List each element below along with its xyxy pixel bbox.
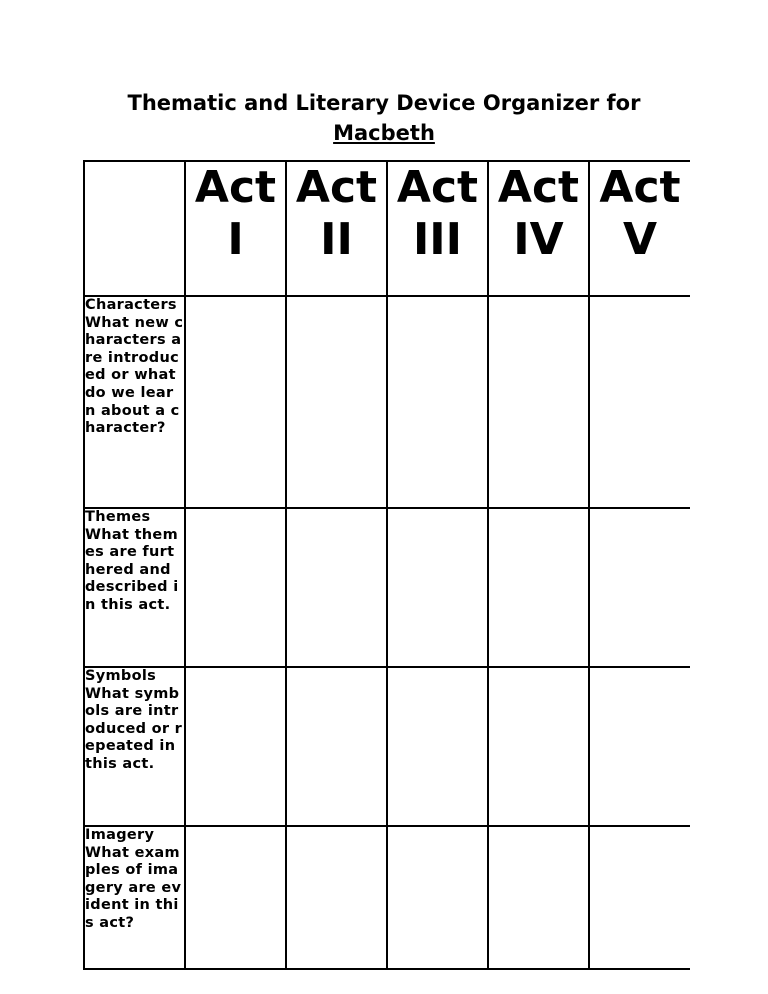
act-word: Act (396, 162, 479, 213)
row-description: What themes are furthered and described in this act. (85, 526, 179, 613)
act-word: Act (497, 162, 580, 213)
answer-cell-themes-act-2[interactable] (286, 508, 387, 667)
act-number: I (227, 214, 244, 265)
act-number: III (412, 214, 463, 265)
answer-cell-imagery-act-5[interactable] (589, 826, 690, 969)
answer-cell-themes-act-3[interactable] (387, 508, 488, 667)
answer-cell-characters-act-4[interactable] (488, 296, 589, 508)
row-label-imagery (84, 826, 185, 969)
answer-cell-imagery-act-2[interactable] (286, 826, 387, 969)
answer-cell-themes-act-5[interactable] (589, 508, 690, 667)
answer-cell-characters-act-1[interactable] (185, 296, 286, 508)
act-header-3 (387, 161, 488, 296)
act-header-2 (286, 161, 387, 296)
row-title: Themes (85, 509, 151, 525)
answer-cell-themes-act-4[interactable] (488, 508, 589, 667)
answer-cell-themes-act-1[interactable] (185, 508, 286, 667)
row-description: What symbols are introduced or repeated in this act. (85, 685, 183, 772)
act-number: II (320, 214, 353, 265)
act-header-4 (488, 161, 589, 296)
row-title: Imagery (85, 827, 155, 843)
answer-cell-symbols-act-1[interactable] (185, 667, 286, 826)
row-description: What examples of imagery are evident in this act? (85, 844, 182, 931)
row-title: Characters (85, 297, 177, 313)
title-line-2-play-name: Macbeth (333, 121, 435, 145)
row-label-characters (84, 296, 185, 508)
answer-cell-symbols-act-4[interactable] (488, 667, 589, 826)
act-word: Act (194, 162, 277, 213)
row-themes (84, 508, 690, 667)
act-header-1 (185, 161, 286, 296)
row-description: What new characters are introduced or what do we learn about a character? (85, 314, 184, 437)
answer-cell-characters-act-3[interactable] (387, 296, 488, 508)
answer-cell-imagery-act-4[interactable] (488, 826, 589, 969)
row-imagery (84, 826, 690, 969)
answer-cell-imagery-act-3[interactable] (387, 826, 488, 969)
header-row (84, 161, 690, 296)
answer-cell-characters-act-5[interactable] (589, 296, 690, 508)
act-number: IV (513, 214, 564, 265)
act-number: V (622, 214, 658, 265)
row-characters (84, 296, 690, 508)
act-word: Act (295, 162, 378, 213)
answer-cell-symbols-act-2[interactable] (286, 667, 387, 826)
row-label-symbols (84, 667, 185, 826)
answer-cell-characters-act-2[interactable] (286, 296, 387, 508)
row-title: Symbols (85, 668, 157, 684)
row-label-themes (84, 508, 185, 667)
act-header-5 (589, 161, 690, 296)
document-title (0, 88, 768, 148)
title-line-1: Thematic and Literary Device Organizer for (127, 91, 641, 115)
answer-cell-symbols-act-3[interactable] (387, 667, 488, 826)
row-symbols (84, 667, 690, 826)
corner-cell (84, 161, 185, 296)
answer-cell-imagery-act-1[interactable] (185, 826, 286, 969)
answer-cell-symbols-act-5[interactable] (589, 667, 690, 826)
organizer-table (83, 160, 690, 970)
act-word: Act (599, 162, 681, 213)
